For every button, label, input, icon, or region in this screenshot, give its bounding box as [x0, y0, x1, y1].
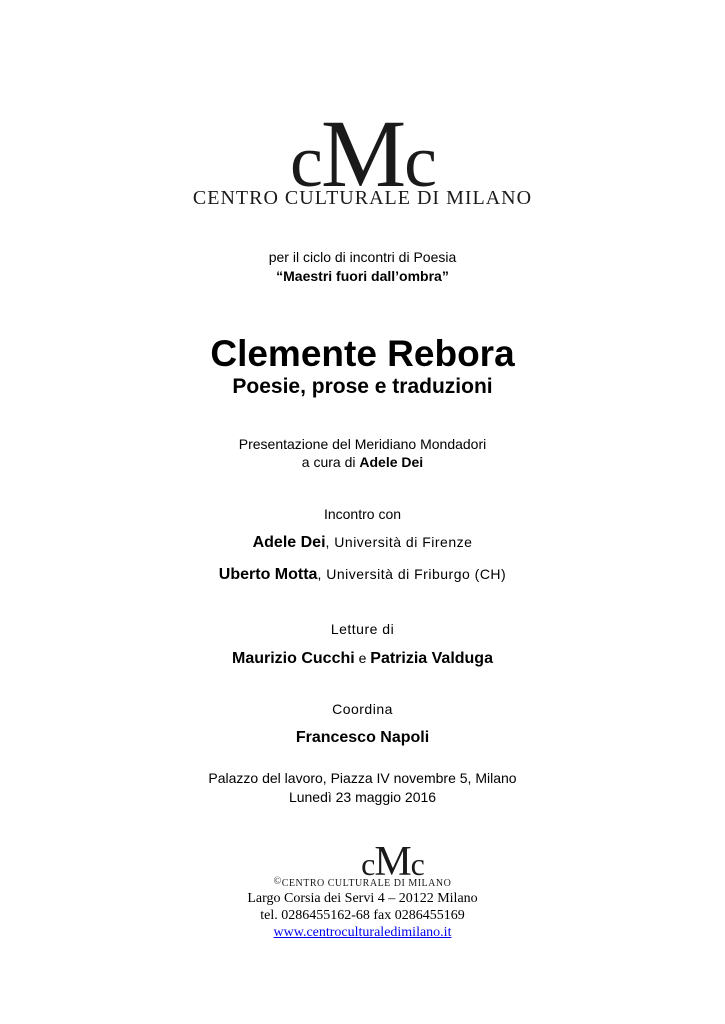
cmc-logo-name: CENTRO CULTURALE DI MILANO — [192, 187, 533, 209]
curator-name: Adele Dei — [359, 454, 424, 470]
curator-prefix: a cura di — [301, 454, 360, 470]
speaker-name: Uberto Motta — [218, 566, 318, 583]
footer-logo-name — [0, 876, 725, 890]
reader-2: Patrizia Valduga — [370, 650, 493, 667]
readers-line — [0, 648, 725, 669]
footer-org-name: CENTRO CULTURALE DI MILANO — [281, 878, 452, 889]
speaker-name: Adele Dei — [252, 534, 326, 551]
meeting-label: Incontro con — [323, 506, 402, 522]
speaker-affiliation: , Università di Friburgo (CH) — [317, 566, 507, 582]
cmc-logo-mark: cMc — [289, 100, 436, 207]
event-title: Clemente Rebora — [210, 333, 515, 374]
reader-1: Maurizio Cucchi — [232, 650, 355, 667]
speaker-1 — [0, 532, 725, 553]
event-subtitle: Poesie, prose e traduzioni — [232, 375, 493, 398]
coordinator-name: Francesco Napoli — [295, 729, 430, 746]
date-line: Lunedì 23 maggio 2016 — [288, 789, 437, 805]
presentation-line: Presentazione del Meridiano Mondadori — [238, 436, 487, 452]
footer-phone: tel. 0286455162-68 fax 0286455169 — [260, 908, 465, 923]
series-line: per il ciclo di incontri di Poesia — [268, 249, 457, 265]
readings-label: Letture di — [330, 621, 395, 637]
copyright-icon: © — [273, 876, 282, 887]
series-title: “Maestri fuori dall’ombra” — [276, 268, 449, 284]
coordination-label: Coordina — [332, 701, 393, 717]
reader-conjunction: e — [354, 650, 371, 666]
footer-address: Largo Corsia dei Servi 4 – 20122 Milano — [247, 891, 478, 906]
speaker-2 — [0, 564, 725, 585]
venue-line: Palazzo del lavoro, Piazza IV novembre 5, Milano — [208, 770, 517, 786]
curator-line — [0, 454, 725, 471]
speaker-affiliation: , Università di Firenze — [325, 534, 473, 550]
footer-website-link[interactable]: www.centroculturaledimilano.it — [273, 925, 452, 940]
footer-logo-mark: cMc — [361, 839, 424, 885]
